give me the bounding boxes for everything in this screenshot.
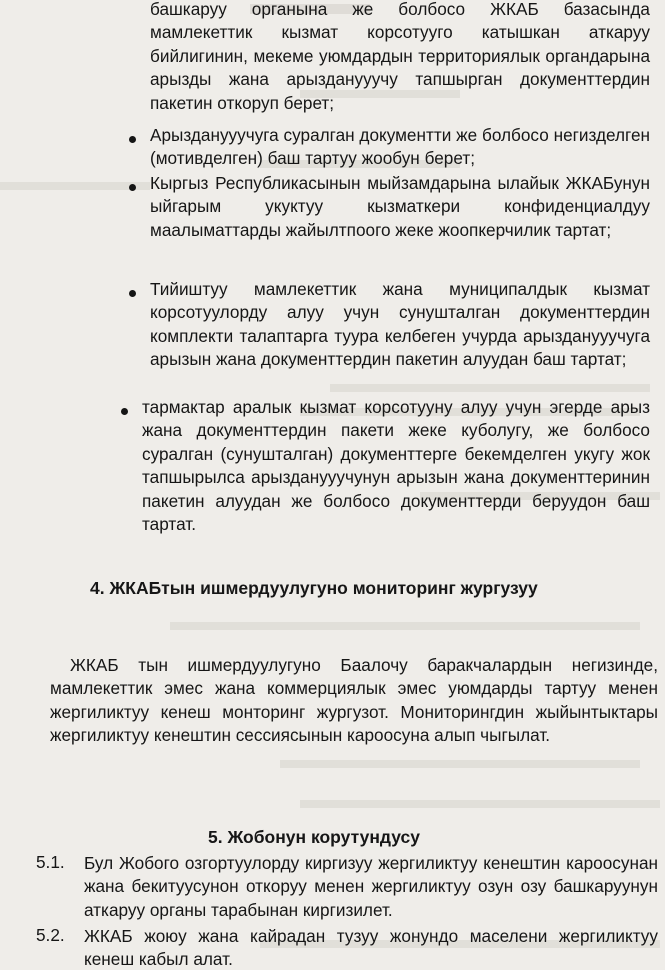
- section-4-heading: 4. ЖКАБтын ишмердуулугуно мониторинг жургузуу: [90, 578, 538, 598]
- bullet-dot: [129, 184, 136, 191]
- bullet-item-text: Арызданууучуга суралган документти же болбосо негизделген (мотивделген) баш тартуу жообун берет;: [150, 125, 650, 169]
- item-text: ЖКАБ жоюу жана кайрадан тузуу жонундо маселени жергиликтуу кенеш кабыл алат.: [84, 926, 658, 970]
- bullet-dot: [121, 408, 128, 415]
- item-text: Бул Жобого озгортуулорду киргизуу жергиликтуу кенештин кароосунан жана бекитуусунон откоруу менен жергиликтуу озун озу башкаруунун аткаруу органы тарабынан киргизилет.: [84, 853, 658, 920]
- bullet-item-text: тармактар аралык кызмат корсотууну алуу учун эгерде арыз жана документтердин пакети жеке куболугу, же болбосо суралган (сунушталган) документтерге бекемделген укугу жок тапшырылса арызданууучунун арызын жана документтеринин пакетин алуудан же болбосо документтерди беруудон баш тартат.: [142, 397, 650, 535]
- section-5-heading: 5. Жобонун корутундусу: [208, 827, 420, 847]
- bullet-dot: [129, 290, 136, 297]
- bullet-dot: [129, 136, 136, 143]
- bullet-continuation-text: башкаруу органына же болбосо ЖКАБ базасында мамлекеттик кызмат корсотууго катышкан аткаруу бийлигинин, мекеме уюмдардын территориялык органдарына арызды жана арызданууучу тапшырган документтердин пакетин откоруп берет;: [150, 0, 650, 113]
- section-4-paragraph: ЖКАБ тын ишмердуулугуно Баалочу баракчалардын негизинде, мамлекеттик эмес жана коммерциялык эмес уюмдарды тартуу менен жергиликтуу кенеш монторинг жургузот. Мониторингдин жыйынтыктары жергиликтуу кенештин сессиясынын кароосуна алып чыгылат.: [50, 655, 658, 746]
- item-number: 5.2.: [36, 925, 65, 945]
- item-number: 5.1.: [36, 852, 65, 872]
- bullet-item-text: Кыргыз Республикасынын мыйзамдарына ылайык ЖКАБунун ыйгарым укуктуу кызматкери конфиденциалдуу маалыматтарды жайылтпоого жеке жоопкерчилик тартат;: [150, 173, 650, 240]
- bullet-item-text: Тийиштуу мамлекеттик жана муниципалдык кызмат корсотуулорду алуу учун сунушталган документтердин комплекти талаптарга туура келбеген учурда арызданууучуга арызын жана документтердин пакетин алуудан баш тартат;: [150, 279, 650, 370]
